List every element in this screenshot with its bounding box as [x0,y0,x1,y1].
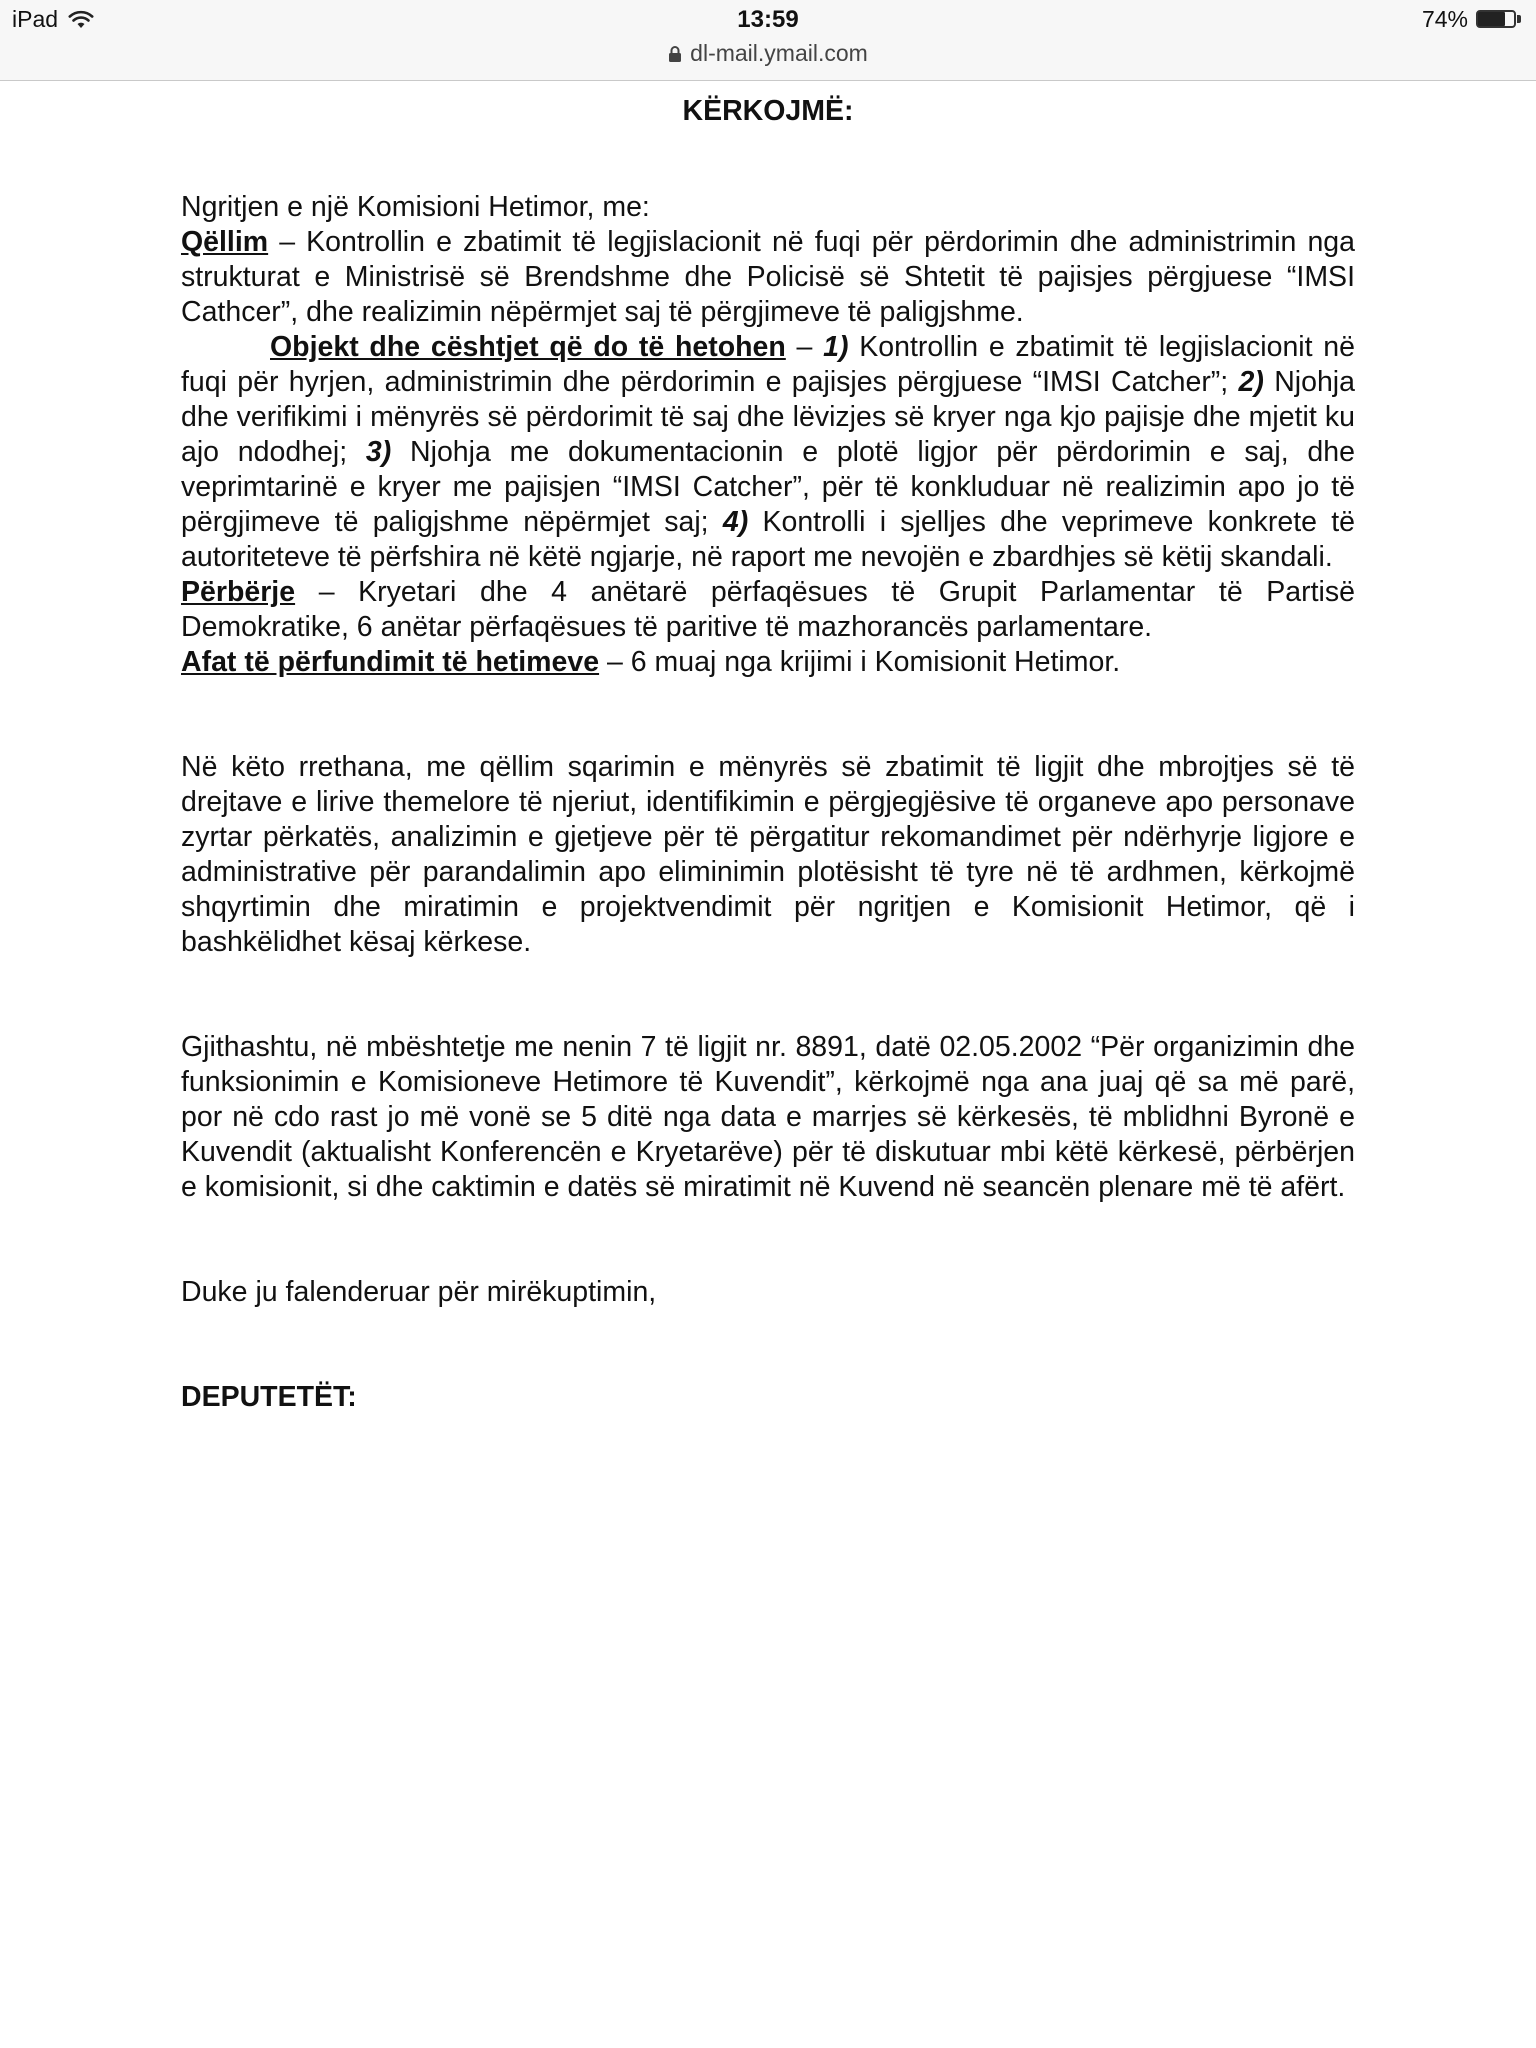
objekt-item-4-number: 4) [722,506,749,538]
lock-icon [668,45,682,63]
afat-label: Afat të përfundimit të hetimeve [181,646,600,678]
qellim-paragraph [181,225,1355,330]
afat-text: – 6 muaj nga krijimi i Komisionit Hetimor. [599,646,1121,678]
status-right [1422,6,1522,33]
spacer [181,1310,1355,1380]
battery-level-fill [1478,12,1505,26]
objekt-item-3-text: Njohja me dokumentacionin e plotë ligjor për përdorimin e saj, dhe veprimtarinë e kryer me pajisjen “IMSI Catcher”, për të konkluduar në realizimin apo jo të përgjimeve të paligjshme nëpërmjet saj; [181,436,1355,538]
qellim-text: – Kontrollin e zbatimit të legjislacionit në fuqi për përdorimin dhe administrimin nga strukturat e Ministrisë së Brendshme dhe Policisë së Shtetit të pajisjes përgjuese “IMSI Cathcer”, dhe realizimin nëpërmjet saj të përgjimeve të paligjshme. [181,226,1355,328]
spacer [181,1205,1355,1275]
objekt-item-1-number: 1) [823,331,849,363]
battery-percent: 74% [1421,6,1468,32]
objekt-dash: – [785,331,824,363]
device-name: iPad [12,6,59,32]
objekt-item-2-number: 2) [1238,366,1264,398]
objekt-item-4-text: Kontrolli i sjelljes dhe veprimeve konkrete të autoriteteve të përfshira në këtë ngjarje, në raport me nevojën e zbardhjes së këtij skandali. [181,506,1355,573]
qellim-label: Qëllim [181,226,269,258]
perberje-label: Përbërje [181,576,296,608]
objekt-item-1-text: Kontrollin e zbatimit të legjislacionit në fuqi për hyrjen, administrimin dhe përdorimin e pajisjes përgjuese “IMSI Catcher”; [181,331,1356,398]
status-bar [0,0,1536,81]
document-title: KËRKOJMË: [682,95,854,127]
url-text: dl-mail.ymail.com [690,40,868,66]
legal-basis-paragraph: Gjithashtu, në mbështetje me nenin 7 të ligjit nr. 8891, datë 02.05.2002 “Për organizimin dhe funksionimin e Komisioneve Hetimore të Kuvendit”, kërkojmë nga ana juaj që sa më parë, por në cdo rast jo më vonë se 5 ditë nga data e marrjes së kërkesës, të mblidhni Byronë e Kuvendit (aktualisht Konferencën e Kryetarëve) për të diskutuar mbi këtë kërkesë, përbërjen e komisionit, si dhe caktimin e datës së miratimit në Kuvend në seancën plenare më të afërt. [181,1031,1355,1203]
battery-icon [1476,10,1522,30]
spacer [181,680,1355,750]
status-time: 13:59 [737,6,799,33]
url-bar[interactable] [0,40,1536,67]
objekt-label: Objekt dhe cështjet që do të hetohen [270,331,786,363]
objekt-item-2-text: Njohja dhe verifikimi i mënyrës së përdorimit të saj dhe lëvizjes së kryer nga kjo pajisje dhe mjetit ku ajo ndodhej; [181,366,1355,468]
closing-line: Duke ju falenderuar për mirëkuptimin, [181,1276,657,1308]
perberje-paragraph [181,575,1355,645]
circumstances-paragraph: Në këto rrethana, me qëllim sqarimin e mënyrës së zbatimit të ligjit dhe mbrojtjes së të drejtave e lirive themelore të njeriut, identifikimin e përgjegjësive të organeve apo personave zyrtar përkatës, analizimin e gjetjeve për të përgatitur rekomandimet për ndërhyrje ligjore e administrative për parandalimin apo eliminimin plotësisht të tyre në të ardhmen, kërkojmë shqyrtimin dhe miratimin e projektvendimit për ngritjen e Komisionit Hetimor, që i bashkëlidhet kësaj kërkese. [181,751,1355,958]
signature-heading: DEPUTETËT: [181,1381,357,1413]
afat-paragraph [181,645,1355,680]
intro-line: Ngritjen e një Komisioni Hetimor, me: [181,191,650,223]
perberje-text: – Kryetari dhe 4 anëtarë përfaqësues të Grupit Parlamentar të Partisë Demokratike, 6 anëtar përfaqësues të paritive të mazhorancës parlamentare. [181,576,1355,643]
document-page [181,94,1355,1415]
spacer [181,960,1355,1030]
objekt-paragraph [181,330,1355,575]
objekt-item-3-number: 3) [365,436,392,468]
